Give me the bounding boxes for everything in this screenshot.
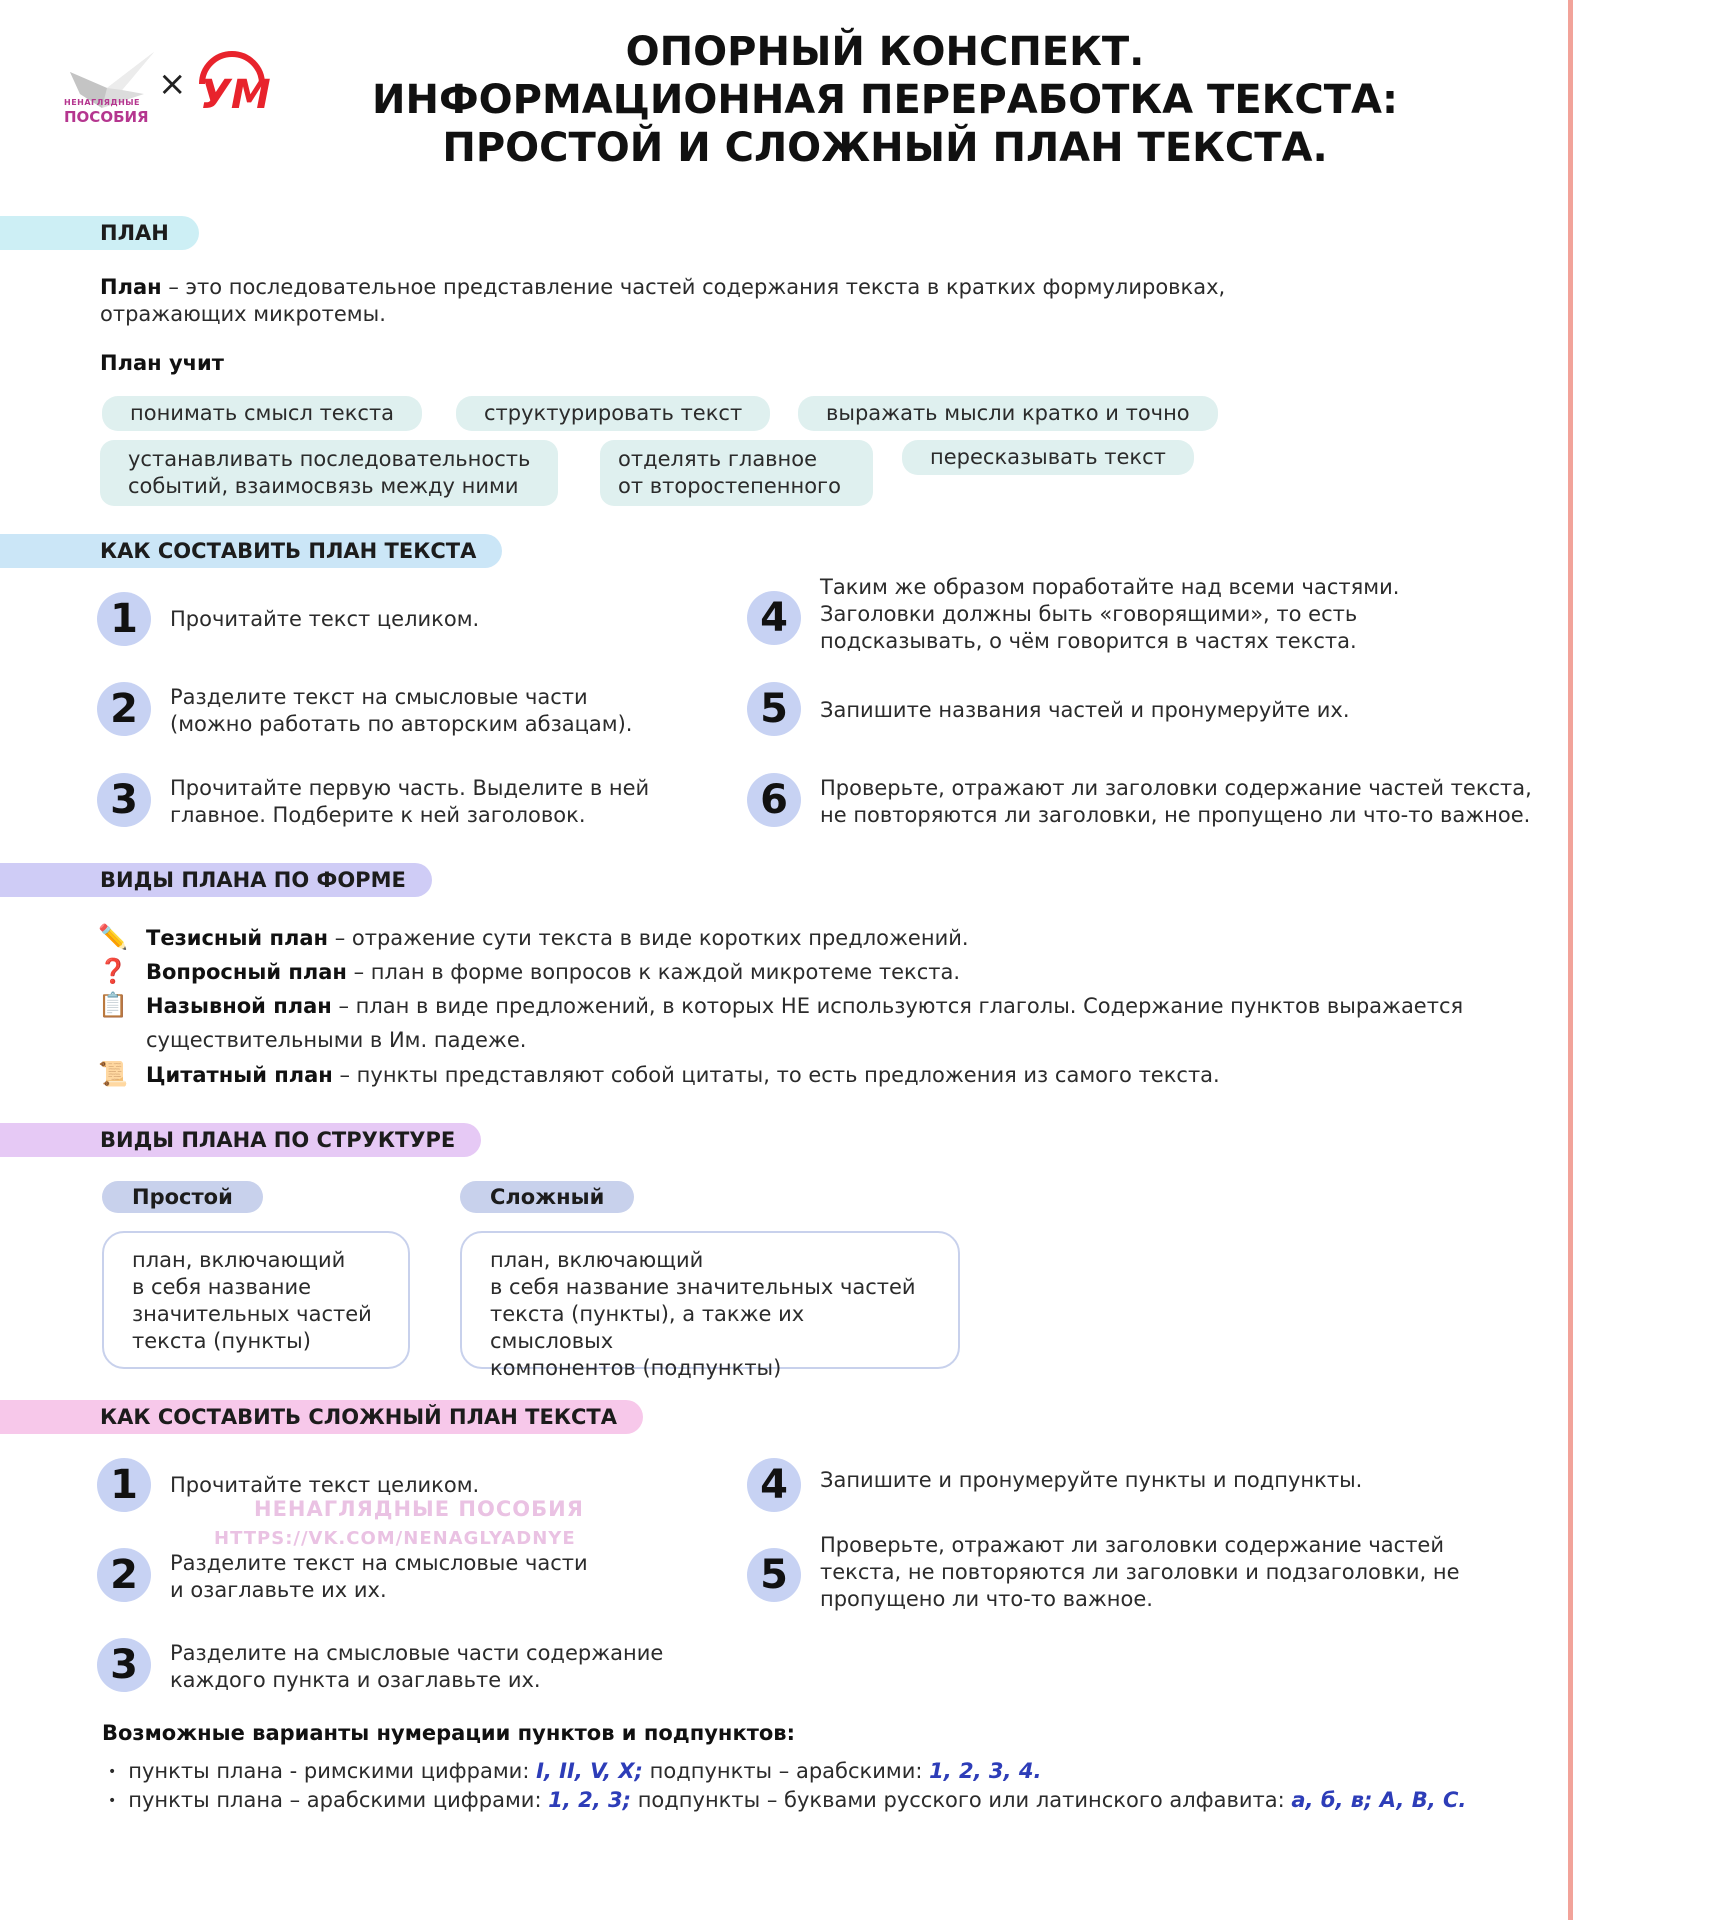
chip-main-secondary: отделять главное от второстепенного xyxy=(600,440,873,506)
step-text-2: Разделите текст на смысловые части (можно работать по авторским абзацам). xyxy=(170,685,633,736)
handwritten-arabic: 1, 2, 3, 4. xyxy=(929,1759,1042,1783)
title-line-1: ОПОРНЫЙ КОНСПЕКТ. xyxy=(625,29,1145,75)
pencil-icon: ✏️ xyxy=(98,923,128,951)
chip-structure: структурировать текст xyxy=(456,396,770,431)
bullet-dot: • xyxy=(108,1763,117,1780)
section-structure-heading: ВИДЫ ПЛАНА ПО СТРУКТУРЕ xyxy=(0,1123,481,1157)
complex-step-number-2: 2 xyxy=(97,1548,151,1602)
step-text-3: Прочитайте первую часть. Выделите в ней главное. Подберите к ней заголовок. xyxy=(170,776,650,827)
chip-express: выражать мысли кратко и точно xyxy=(798,396,1218,431)
chip-sequence: устанавливать последовательность событий, взаимосвязь между ними xyxy=(100,440,558,506)
plan-teaches-label: План учит xyxy=(100,351,224,375)
svg-text:УМ: УМ xyxy=(200,72,271,118)
plan-definition-line2: отражающих микротемы. xyxy=(100,302,386,326)
numbering-heading: Возможные варианты нумерации пунктов и подпунктов: xyxy=(102,1721,795,1745)
step-number-2: 2 xyxy=(97,682,151,736)
um-logo xyxy=(192,38,272,118)
times-sign: × xyxy=(158,64,187,104)
section-form-heading: ВИДЫ ПЛАНА ПО ФОРМЕ xyxy=(0,863,432,897)
section-complex-howto-heading: КАК СОСТАВИТЬ СЛОЖНЫЙ ПЛАН ТЕКСТА xyxy=(0,1400,643,1434)
watermark-url: HTTPS://VK.COM/NENAGLYADNYE xyxy=(214,1528,576,1549)
step-text-4: Таким же образом поработайте над всеми частями. Заголовки должны быть «говорящими», то есть подсказывать, о чём говорится в частях текста. xyxy=(820,575,1400,653)
handwritten-letters: а, б, в; A, B, C. xyxy=(1291,1788,1467,1812)
handwritten-roman: I, II, V, X; xyxy=(536,1759,643,1783)
numbering-row-1: • пункты плана - римскими цифрами: I, II, V, X; подпункты – арабскими: 1, 2, 3, 4. xyxy=(108,1759,1042,1783)
complex-plan-label: Сложный xyxy=(460,1181,634,1213)
right-edge-line xyxy=(1568,0,1573,1920)
simple-plan-label: Простой xyxy=(102,1181,263,1213)
complex-step-number-1: 1 xyxy=(97,1458,151,1512)
plan-definition xyxy=(100,274,1500,328)
clipboard-icon: 📋 xyxy=(98,991,128,1019)
bullet-dot: • xyxy=(108,1792,117,1809)
form-quote: Цитатный план – пункты представляют собой цитаты, то есть предложения из самого текста. xyxy=(146,1063,1220,1087)
watermark-name: НЕНАГЛЯДНЫЕ ПОСОБИЯ xyxy=(254,1497,584,1521)
complex-step-text-1: Прочитайте текст целиком. xyxy=(170,1473,480,1497)
step-text-5: Запишите названия частей и пронумеруйте их. xyxy=(820,698,1350,722)
step-text-1: Прочитайте текст целиком. xyxy=(170,607,480,631)
form-nominal: Назывной план – план в виде предложений, в которых НЕ используются глаголы. Содержание пунктов выражается существительными в Им. падеже. xyxy=(146,994,1464,1052)
chip-retell: пересказывать текст xyxy=(902,440,1194,475)
complex-step-number-4: 4 xyxy=(747,1458,801,1512)
page-title xyxy=(340,28,1430,172)
step-number-1: 1 xyxy=(97,592,151,646)
complex-plan-box: план, включающий в себя название значительных частей текста (пункты), а также их смысловых компонентов (подпункты) xyxy=(460,1231,960,1369)
question-mark-icon: ❓ xyxy=(98,957,128,985)
title-line-2: ИНФОРМАЦИОННАЯ ПЕРЕРАБОТКА ТЕКСТА: xyxy=(372,77,1398,123)
step-text-6: Проверьте, отражают ли заголовки содержание частей текста, не повторяются ли заголовки, не пропущено ли что-то важное. xyxy=(820,776,1532,827)
complex-step-number-5: 5 xyxy=(747,1548,801,1602)
form-thesis: Тезисный план – отражение сути текста в виде коротких предложений. xyxy=(146,926,969,950)
scroll-icon: 📜 xyxy=(98,1060,128,1088)
complex-step-text-5: Проверьте, отражают ли заголовки содержание частей текста, не повторяются ли заголовки и подзаголовки, не пропущено ли что-то важное. xyxy=(820,1533,1460,1611)
numbering-row-2: • пункты плана – арабскими цифрами: 1, 2, 3; подпункты – буквами русского или латинского алфавита: а, б, в; A, B, C. xyxy=(108,1788,1467,1812)
plan-definition-line1: – это последовательное представление частей содержания текста в кратких формулировках, xyxy=(161,275,1226,299)
step-number-5: 5 xyxy=(747,682,801,736)
logo-name: ПОСОБИЯ xyxy=(64,108,149,126)
section-plan-heading: ПЛАН xyxy=(0,216,199,250)
complex-step-number-3: 3 xyxy=(97,1638,151,1692)
step-number-4: 4 xyxy=(747,591,801,645)
handwritten-arabic-2: 1, 2, 3; xyxy=(548,1788,632,1812)
step-number-3: 3 xyxy=(97,773,151,827)
step-number-6: 6 xyxy=(747,773,801,827)
chip-understand: понимать смысл текста xyxy=(102,396,422,431)
plan-term: План xyxy=(100,275,162,299)
logo-subtitle: НЕНАГЛЯДНЫЕ xyxy=(64,98,141,107)
complex-step-text-4: Запишите и пронумеруйте пункты и подпункты. xyxy=(820,1468,1363,1492)
simple-plan-box: план, включающий в себя название значительных частей текста (пункты) xyxy=(102,1231,410,1369)
complex-step-text-3: Разделите на смысловые части содержание каждого пункта и озаглавьте их. xyxy=(170,1641,664,1692)
form-question: Вопросный план – план в форме вопросов к каждой микротеме текста. xyxy=(146,960,961,984)
complex-step-text-2: Разделите текст на смысловые части и озаглавьте их их. xyxy=(170,1551,588,1602)
section-howto-heading: КАК СОСТАВИТЬ ПЛАН ТЕКСТА xyxy=(0,534,502,568)
title-line-3: ПРОСТОЙ И СЛОЖНЫЙ ПЛАН ТЕКСТА. xyxy=(442,125,1328,171)
